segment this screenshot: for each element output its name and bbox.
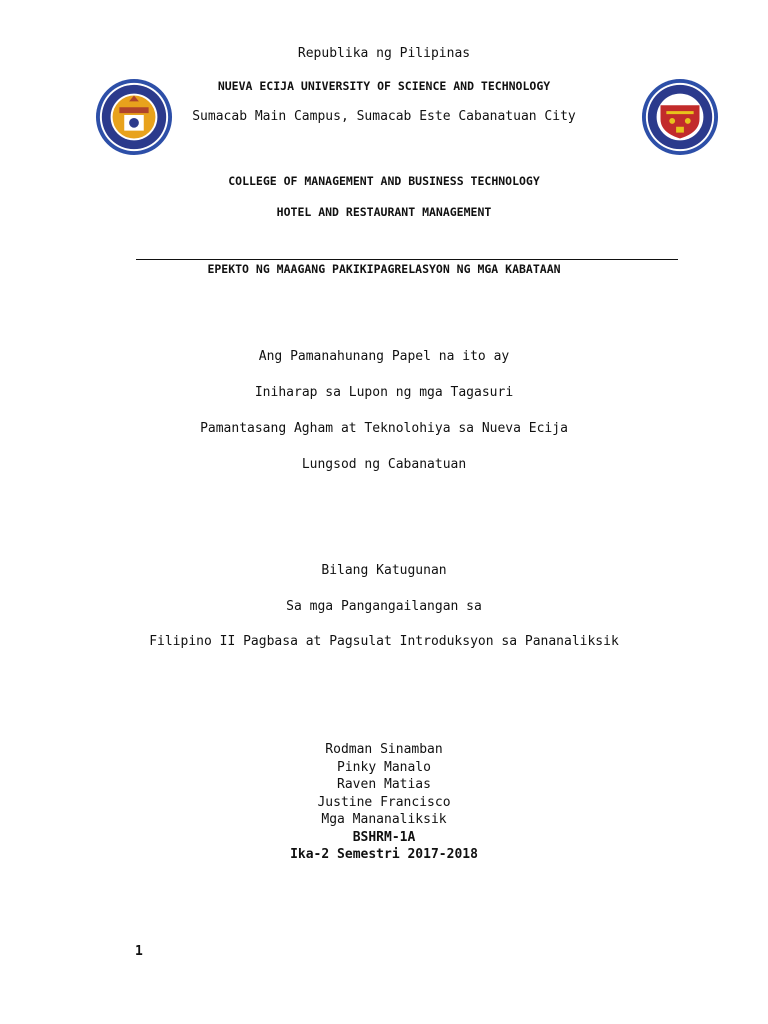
- section-label: BSHRM-1A: [352, 830, 416, 845]
- requirement-line: Bilang Katugunan: [321, 563, 447, 578]
- researcher-name: Rodman Sinamban: [325, 742, 443, 757]
- researcher-name: Pinky Manalo: [337, 760, 431, 775]
- program-name: HOTEL AND RESTAURANT MANAGEMENT: [276, 205, 492, 219]
- semester-label: Ika-2 Semestri 2017-2018: [290, 847, 478, 862]
- researcher-name: Justine Francisco: [317, 795, 451, 810]
- presentation-line: Pamantasang Agham at Teknolohiya sa Nueva Ecija: [200, 421, 568, 436]
- requirement-line: Filipino II Pagbasa at Pagsulat Introduksyon sa Pananaliksik: [149, 634, 619, 649]
- presentation-line: Iniharap sa Lupon ng mga Tagasuri: [254, 385, 514, 400]
- page-number: 1: [135, 944, 143, 959]
- title-rule: [136, 259, 678, 260]
- presentation-line: Lungsod ng Cabanatuan: [301, 457, 467, 472]
- campus-address: Sumacab Main Campus, Sumacab Este Cabanatuan City: [192, 109, 576, 124]
- presentation-line: Ang Pamanahunang Papel na ito ay: [258, 349, 510, 364]
- college-name: COLLEGE OF MANAGEMENT AND BUSINESS TECHNOLOGY: [228, 174, 540, 188]
- researcher-name: Raven Matias: [337, 777, 431, 792]
- republic-line: Republika ng Pilipinas: [297, 46, 471, 61]
- requirement-line: Sa mga Pangangailangan sa: [286, 599, 482, 614]
- researchers-label: Mga Mananaliksik: [321, 812, 447, 827]
- university-name: NUEVA ECIJA UNIVERSITY OF SCIENCE AND TECHNOLOGY: [217, 79, 551, 93]
- paper-title: EPEKTO NG MAAGANG PAKIKIPAGRELASYON NG MGA KABATAAN: [207, 262, 561, 276]
